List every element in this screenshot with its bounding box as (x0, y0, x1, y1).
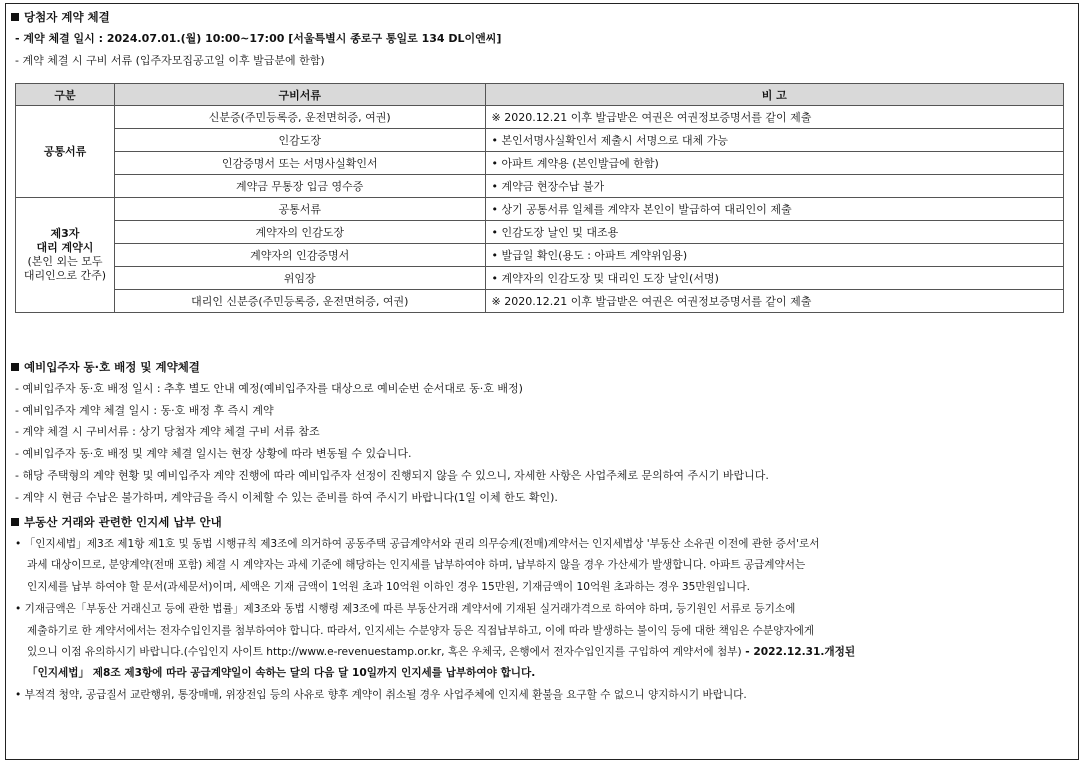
list-item: - 계약 체결 시 구비서류 : 상기 당첨자 계약 체결 구비 서류 참조 (15, 425, 320, 438)
section3-title: 부동산 거래와 관련한 인지세 납부 안내 (24, 515, 222, 529)
paragraph-line: • 부적격 청약, 공급질서 교란행위, 통장매매, 위장전입 등의 사유로 향후 계약이 취소될 경우 사업주체에 인지세 환불을 요구할 수 없으니 양지하시기 바랍니다. (15, 689, 747, 701)
square-bullet-icon (11, 13, 19, 21)
section3-heading (11, 515, 222, 529)
document-cell: 인감증명서 또는 서명사실확인서 (114, 152, 485, 175)
group-label-line: 대리 계약시 (36, 241, 94, 254)
paragraph-line: 인지세를 납부 하여야 할 문서(과세문서)이며, 세액은 기재 금액이 1억원 초과 10억원 이하인 경우 15만원, 기재금액이 10억원 초과하는 경우 35만원입니다. (27, 581, 750, 593)
section1-heading (11, 10, 110, 24)
document-cell: 계약자의 인감도장 (114, 221, 485, 244)
required-documents-table (15, 83, 1064, 313)
header-remarks: 비 고 (485, 84, 1063, 106)
table-row (16, 129, 1064, 152)
group-label-note: 대리인으로 간주) (23, 269, 107, 282)
remark-cell: • 발급일 확인(용도 : 아파트 계약위임용) (485, 244, 1063, 267)
paragraph-line: 과세 대상이므로, 분양계약(전매 포함) 체결 시 계약자는 과세 기준에 해당하는 인지세를 납부하여야 하며, 납부하지 않을 경우 가산세가 발생합니다. 아파트 공급계약서는 (27, 559, 806, 571)
paragraph-line: • 기재금액은「부동산 거래신고 등에 관한 법률」제3조와 동법 시행령 제3조에 따른 부동산거래 계약서에 기재된 실거래가격으로 하여야 하며, 등기원인 서류로 등기소에 (15, 603, 796, 615)
amendment-note: - 2022.12.31.개정된 (741, 646, 856, 658)
contract-date-line: - 계약 체결 일시 : 2024.07.01.(월) 10:00~17:00 [서울특별시 종로구 통일로 134 DL이앤씨] (15, 32, 502, 45)
group-label: 공통서류 (43, 144, 87, 158)
remark-cell: • 본인서명사실확인서 제출시 서명으로 대체 가능 (485, 129, 1063, 152)
paragraph-line (27, 645, 855, 659)
remark-cell: • 계약자의 인감도장 및 대리인 도장 날인(서명) (485, 267, 1063, 290)
paragraph-text: 있으니 이점 유의하시기 바랍니다.(수입인지 사이트 http://www.e-revenuestamp.or.kr, 혹은 우체국, 은행에서 전자수입인지를 구입하여 계약서에 첨부) (27, 646, 742, 658)
document-cell: 신분증(주민등록증, 운전면허증, 여권) (114, 106, 485, 129)
document-cell: 대리인 신분증(주민등록증, 운전면허증, 여권) (114, 290, 485, 313)
group-label-note: (본인 외는 모두 (27, 255, 103, 268)
remark-cell: ※ 2020.12.21 이후 발급받은 여권은 여권정보증명서를 같이 제출 (485, 106, 1063, 129)
section1-title: 당첨자 계약 체결 (24, 10, 110, 24)
group-label-line: 제3자 (50, 227, 80, 240)
section2-heading (11, 360, 200, 374)
square-bullet-icon (11, 518, 19, 526)
table-row (16, 244, 1064, 267)
document-cell: 위임장 (114, 267, 485, 290)
header-documents: 구비서류 (114, 84, 485, 106)
section2-title: 예비입주자 동·호 배정 및 계약체결 (24, 360, 200, 374)
remark-cell: • 상기 공통서류 일체를 계약자 본인이 발급하여 대리인이 제출 (485, 198, 1063, 221)
list-item: - 해당 주택형의 계약 현황 및 예비입주자 계약 진행에 따라 예비입주자 선정이 진행되지 않을 수 있으니, 자세한 사항은 사업주체로 문의하여 주시기 바랍니다. (15, 469, 769, 482)
document-cell: 계약금 무통장 입금 영수증 (114, 175, 485, 198)
paragraph-line: 제출하기로 한 계약서에서는 전자수입인지를 첨부하여야 합니다. 따라서, 인지세는 수분양자 등은 직접납부하고, 이에 따라 발생하는 불이익 등에 대한 책임은 수분양자에게 (27, 625, 815, 637)
document-cell: 공통서류 (114, 198, 485, 221)
required-docs-line: - 계약 체결 시 구비 서류 (입주자모집공고일 이후 발급분에 한함) (15, 54, 325, 67)
group-third-party (16, 198, 115, 313)
document-cell: 계약자의 인감증명서 (114, 244, 485, 267)
table-row (16, 290, 1064, 313)
table-row (16, 152, 1064, 175)
table-row (16, 198, 1064, 221)
table-row (16, 221, 1064, 244)
list-item: - 예비입주자 계약 체결 일시 : 동·호 배정 후 즉시 계약 (15, 404, 274, 417)
remark-cell: • 아파트 계약용 (본인발급에 한함) (485, 152, 1063, 175)
list-item: - 계약 시 현금 수납은 불가하며, 계약금을 즉시 이체할 수 있는 준비를 하여 주시기 바랍니다(1일 이체 한도 확인). (15, 491, 558, 504)
group-common-documents (16, 106, 115, 198)
amendment-note-line: 「인지세법」 제8조 제3항에 따라 공급계약일이 속하는 달의 다음 달 10일까지 인지세를 납부하여야 합니다. (27, 667, 536, 679)
table-header-row (16, 84, 1064, 106)
remark-cell: ※ 2020.12.21 이후 발급받은 여권은 여권정보증명서를 같이 제출 (485, 290, 1063, 313)
paragraph-line: • 「인지세법」제3조 제1항 제1호 및 동법 시행규칙 제3조에 의거하여 공동주택 공급계약서와 권리 의무승계(전매)계약서는 인지세법상 '부동산 소유권 이전에 관한 증서'로서 (15, 538, 820, 550)
table-row (16, 106, 1064, 129)
header-category: 구분 (16, 84, 115, 106)
square-bullet-icon (11, 363, 19, 371)
table-row (16, 175, 1064, 198)
document-cell: 인감도장 (114, 129, 485, 152)
remark-cell: • 계약금 현장수납 불가 (485, 175, 1063, 198)
table-row (16, 267, 1064, 290)
remark-cell: • 인감도장 날인 및 대조용 (485, 221, 1063, 244)
list-item: - 예비입주자 동·호 배정 일시 : 추후 별도 안내 예정(예비입주자를 대상으로 예비순번 순서대로 동·호 배정) (15, 382, 523, 395)
list-item: - 예비입주자 동·호 배정 및 계약 체결 일시는 현장 상황에 따라 변동될 수 있습니다. (15, 447, 412, 460)
